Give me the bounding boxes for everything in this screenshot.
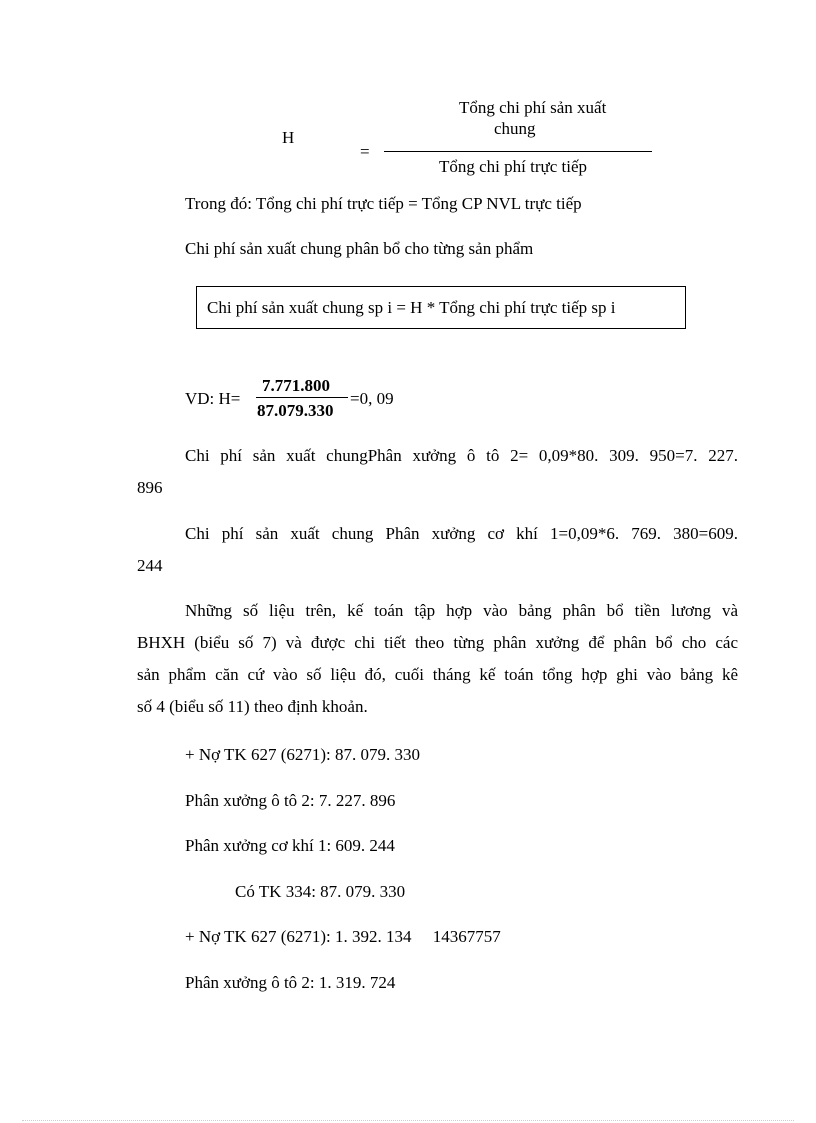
boxed-formula-text: Chi phí sản xuất chung sp i = H * Tổng chi phí trực tiếp sp i xyxy=(207,298,616,317)
example-numerator: 7.771.800 xyxy=(262,376,330,395)
paragraph-workshop-auto xyxy=(137,440,738,504)
journal-entry: Phân xưởng ô tô 2: 7. 227. 896 xyxy=(185,791,396,810)
paragraph-line: Chi phí sản xuất chung Phân xưởng cơ khí 1=0,09*6. 769. 380=609. xyxy=(185,524,738,543)
paragraph-line: BHXH (biểu số 7) và được chi tiết theo từng phân xưởng để phân bổ cho các xyxy=(137,633,738,652)
journal-entry: + Nợ TK 627 (6271): 87. 079. 330 xyxy=(185,745,421,764)
journal-entry: Có TK 334: 87. 079. 330 xyxy=(235,882,406,901)
allocation-text: Chi phí sản xuất chung phân bổ cho từng sản phẩm xyxy=(185,239,534,258)
paragraph-workshop-mechanical xyxy=(137,518,738,582)
paragraph-accounting-note xyxy=(137,595,738,723)
example-label: VD: H= xyxy=(185,389,241,408)
paragraph-line: 244 xyxy=(137,556,163,575)
formula-denominator: Tổng chi phí trực tiếp xyxy=(439,157,588,176)
formula-equals: = xyxy=(360,142,370,161)
paragraph-line: 896 xyxy=(137,478,163,497)
journal-entry: + Nợ TK 627 (6271): 1. 392. 134 14367757 xyxy=(185,927,501,946)
formula-h: H xyxy=(282,128,295,147)
paragraph-line: số 4 (biểu số 11) theo định khoản. xyxy=(137,697,368,716)
where-text: Trong đó: Tổng chi phí trực tiếp = Tổng CP NVL trực tiếp xyxy=(185,194,582,213)
paragraph-line: Chi phí sản xuất chungPhân xưởng ô tô 2= 0,09*80. 309. 950=7. 227. xyxy=(185,446,738,465)
journal-entry: Phân xưởng cơ khí 1: 609. 244 xyxy=(185,836,395,855)
boxed-formula xyxy=(196,286,686,329)
page-bottom-rule xyxy=(22,1120,794,1121)
paragraph-line: sản phẩm căn cứ vào số liệu đó, cuối tháng kế toán tổng hợp ghi vào bảng kê xyxy=(137,665,738,684)
journal-entry: Phân xưởng ô tô 2: 1. 319. 724 xyxy=(185,973,396,992)
formula-numerator-line1: Tổng chi phí sản xuất xyxy=(459,98,607,117)
formula-numerator-line2: chung xyxy=(494,119,536,138)
paragraph-line: Những số liệu trên, kế toán tập hợp vào bảng phân bổ tiền lương và xyxy=(185,601,738,620)
fraction-bar xyxy=(384,151,652,152)
example-denominator: 87.079.330 xyxy=(257,401,334,420)
example-result: =0, 09 xyxy=(350,389,394,408)
example-fraction-bar xyxy=(256,397,348,398)
